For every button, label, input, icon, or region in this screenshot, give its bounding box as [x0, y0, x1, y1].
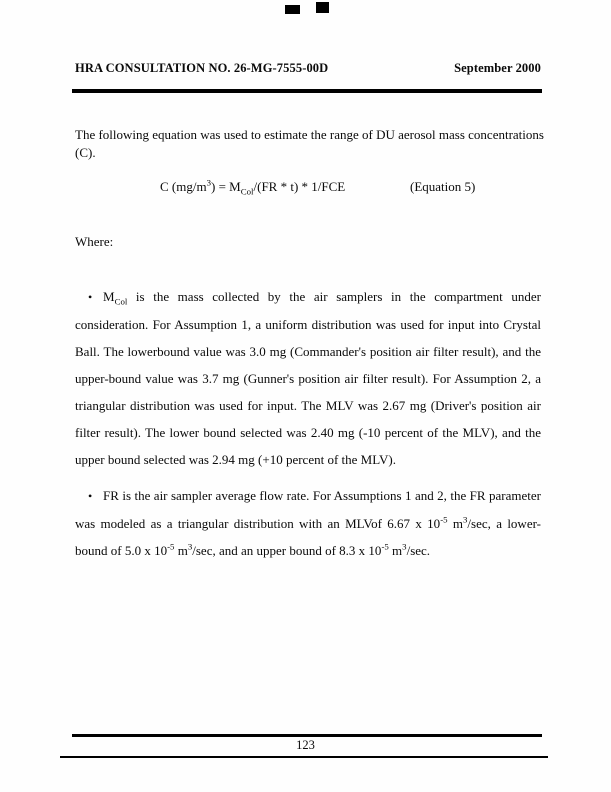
bullet-item-mcol — [75, 283, 541, 473]
page-header — [75, 61, 541, 76]
bullet-marker: • — [88, 290, 93, 304]
footer-divider-top — [72, 734, 542, 737]
scan-artifact — [316, 2, 329, 13]
header-consultation-number: HRA CONSULTATION NO. 26-MG-7555-00D — [75, 61, 329, 75]
scan-artifact — [285, 5, 300, 14]
bullet-marker: • — [88, 489, 93, 503]
intro-paragraph: The following equation was used to estimate the range of DU aerosol mass concentrations (C). — [75, 127, 544, 160]
bullet-item-fr — [75, 482, 541, 564]
bullet-list — [75, 283, 541, 573]
footer-divider-bottom — [60, 756, 548, 758]
where-label: Where: — [75, 234, 114, 249]
bullet-text-mcol: $M_{Col}$ is the mass collected by the air samplers in the compartment under consideration. For Assumption 1, a uniform distribution was used for input into Crystal Ball. The lowerbound value was 3.0 mg (Commander's position air filter result), and the upper-bound value was 3.7 mg (Gunner's position air filter result). For Assumption 2, a triangular distribution was used for input. The MLV was 2.67 mg (Driver's position air filter result). The lower bound selected was 2.40 mg (-10 percent of the MLV), and the upper bound selected was 2.94 mg (+10 percent of the MLV). — [75, 289, 541, 467]
equation-row — [75, 179, 541, 195]
equation-label: (Equation 5) — [410, 179, 476, 194]
page-number: 123 — [296, 738, 315, 752]
header-divider — [72, 89, 542, 93]
bullet-text-fr: FR is the air sampler average flow rate. For Assumptions 1 and 2, the FR parameter was modeled as a triangular distribution with an MLVof 6.67 x $10^{-5}$ $m^3/\sec$, a lower-bound of 5.0 x $10^{-5}$ $m^3/\sec$, and an upper bound of 8.3 x $10^{-5}$ $m^3/\sec$. — [75, 488, 541, 558]
header-date: September 2000 — [454, 61, 541, 75]
equation-text: C $(mg/m^3) = M_{Col}/(FR * t) * 1/FCE$ — [160, 177, 346, 197]
